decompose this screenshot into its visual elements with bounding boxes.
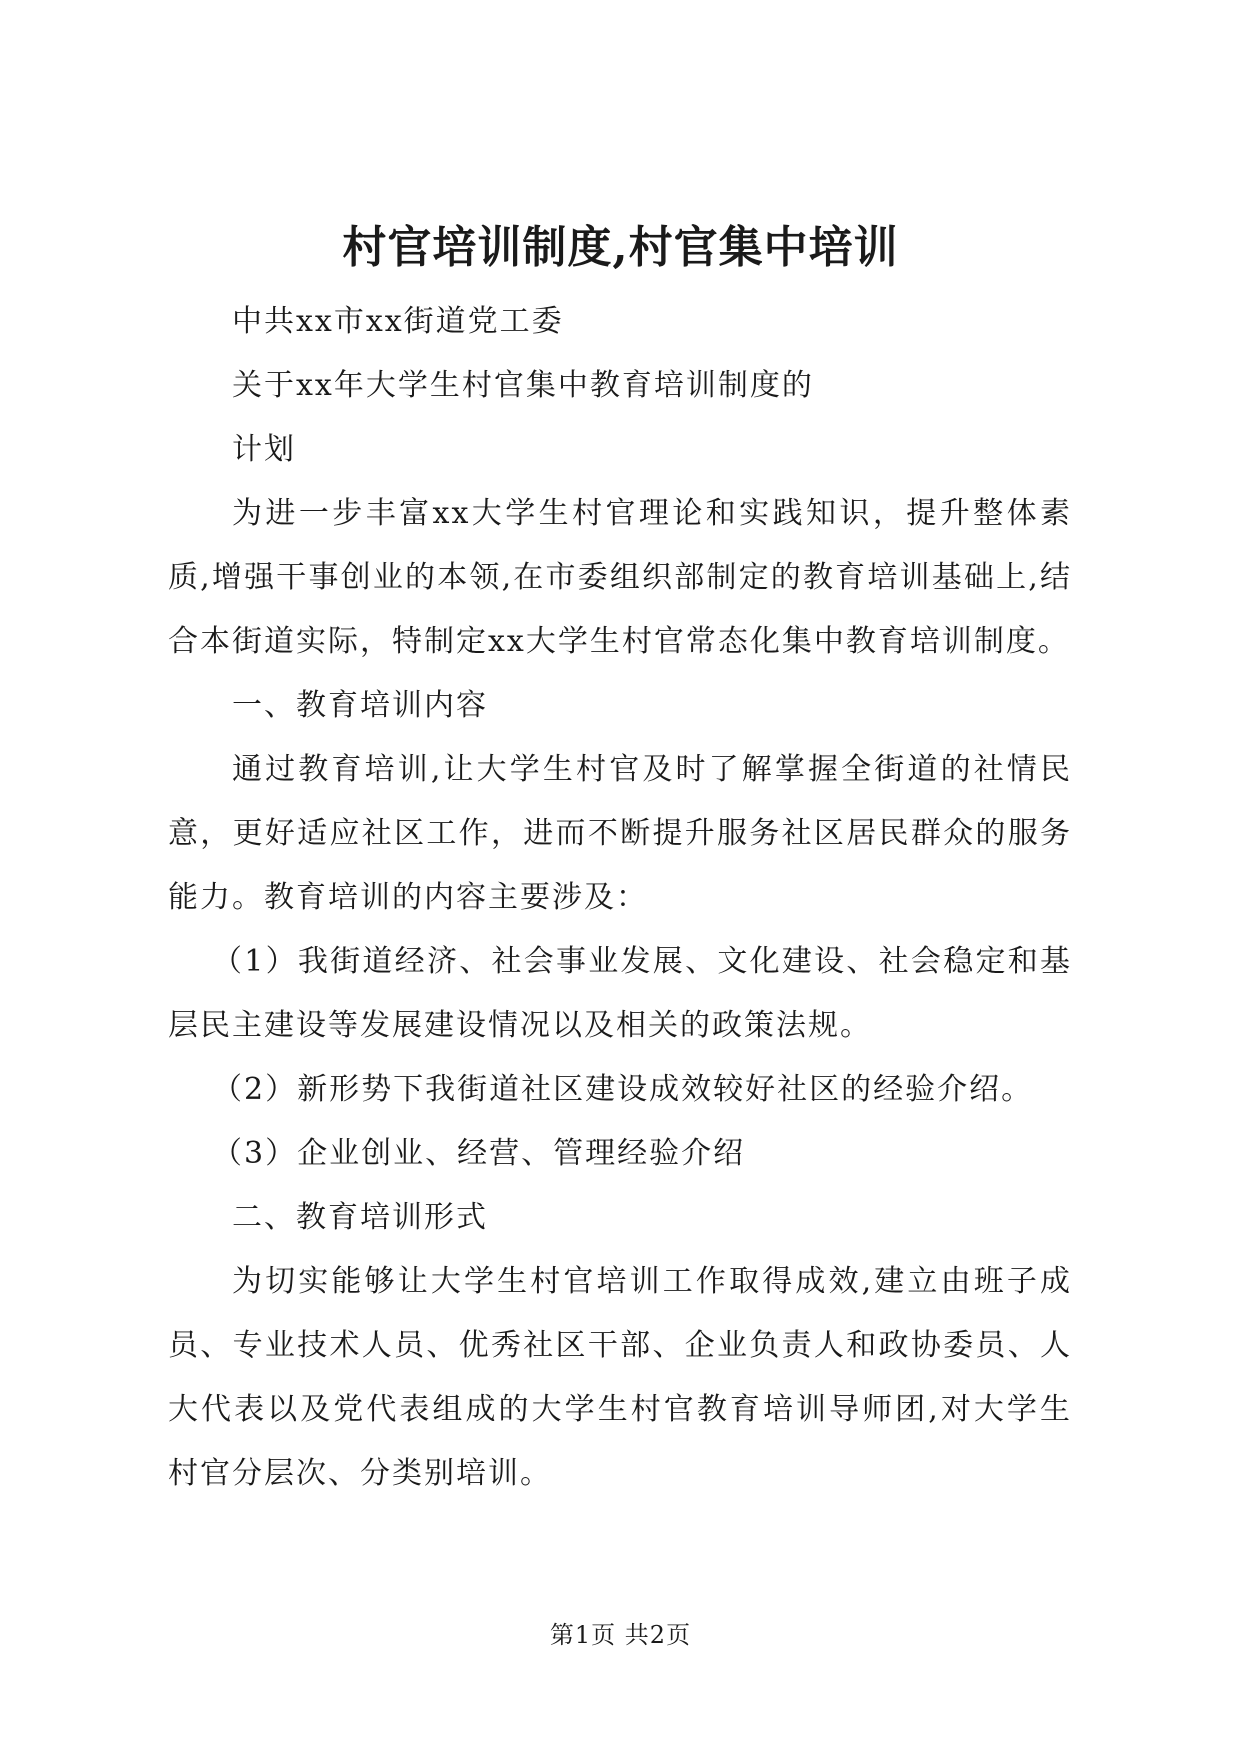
page-number-footer: 第1页 共2页 (549, 1621, 692, 1649)
section-heading-content: 一、教育培训内容 (232, 688, 488, 723)
paragraph-content-overview: 通过教育培训,让大学生村官及时了解掌握全街道的社情民意，更好适应社区工作，进而不断提升服务社区居民群众的服务能力。教育培训的内容主要涉及： (168, 752, 1072, 915)
paragraph-issuer: 中共xx市xx街道党工委 (232, 304, 564, 339)
paragraph-subject: 关于xx年大学生村官集中教育培训制度的 (232, 368, 814, 403)
paragraph-intro: 为进一步丰富xx大学生村官理论和实践知识，提升整体素质,增强干事创业的本领,在市委组织部制定的教育培训基础上,结合本街道实际，特制定xx大学生村官常态化集中教育培训制度。 (168, 496, 1072, 659)
list-item-1: （1）我街道经济、社会事业发展、文化建设、社会稳定和基层民主建设等发展建设情况以及相关的政策法规。 (168, 944, 1072, 1043)
document-body (168, 290, 1072, 1506)
list-item-2: （2）新形势下我街道社区建设成效较好社区的经验介绍。 (212, 1072, 1034, 1107)
paragraph-plan-label: 计划 (232, 432, 296, 467)
paragraph-form-detail: 为切实能够让大学生村官培训工作取得成效,建立由班子成员、专业技术人员、优秀社区干部、企业负责人和政协委员、人大代表以及党代表组成的大学生村官教育培训导师团,对大学生村官分层次、分类别培训。 (168, 1264, 1072, 1491)
section-heading-form: 二、教育培训形式 (232, 1200, 488, 1235)
document-title: 村官培训制度,村官集中培训 (342, 222, 899, 273)
list-item-3: （3）企业创业、经营、管理经验介绍 (212, 1136, 746, 1171)
